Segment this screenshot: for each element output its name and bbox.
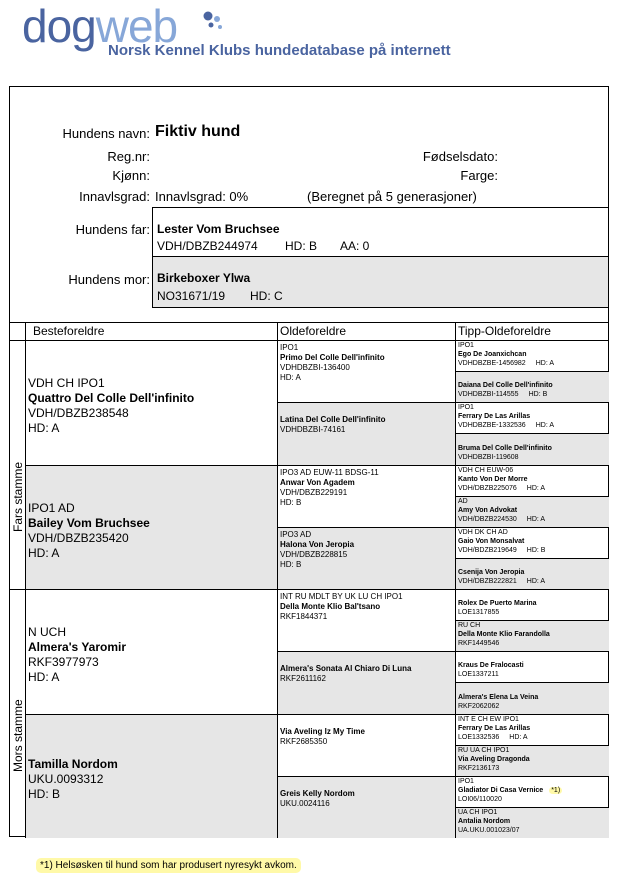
dog-regnr: RKF2062062 bbox=[458, 702, 500, 710]
dog-regnr: LOI06/110020 bbox=[458, 795, 502, 803]
footnote: *1) Helsøsken til hund som har produsert nyresykt avkom. bbox=[36, 858, 301, 873]
dog-name[interactable]: Della Monte Klio Bal'tsano bbox=[280, 602, 381, 611]
great-grandparent-cell bbox=[280, 592, 452, 622]
logo-dog-text: dog bbox=[22, 0, 96, 52]
dog-name[interactable]: Primo Del Colle Dell'infinito bbox=[280, 353, 385, 362]
great-great-grandparent-cell bbox=[458, 403, 606, 430]
dog-titles: RU UA CH IPO1 bbox=[458, 746, 510, 754]
dog-name[interactable]: Tamilla Nordom bbox=[28, 757, 118, 772]
dog-hd: HD: B bbox=[526, 546, 546, 554]
dog-name[interactable]: Bruma Del Colle Dell'infinito bbox=[458, 444, 552, 452]
birth-label: Fødselsdato: bbox=[422, 149, 498, 164]
dog-regnr: LOE1332536 HD: A bbox=[458, 733, 528, 741]
grid-top-line bbox=[9, 322, 609, 323]
dog-hd: HD: A bbox=[535, 422, 554, 430]
grandparent-cell bbox=[28, 376, 274, 436]
dog-titles: INT E CH EW IPO1 bbox=[458, 715, 519, 723]
dog-name[interactable]: Halona Von Jeropia bbox=[280, 539, 355, 549]
dog-titles: INT RU MDLT BY UK LU CH IPO1 bbox=[280, 592, 403, 601]
great-grandparent-cell bbox=[280, 343, 452, 383]
great-great-grandparent-cell bbox=[458, 777, 606, 804]
great-great-grandparent-cell bbox=[458, 341, 606, 368]
grandparent-cell bbox=[28, 625, 274, 685]
dog-regnr: VDH/DBZB224530 HD: A bbox=[458, 515, 546, 523]
dog-hd: HD: B bbox=[280, 497, 302, 507]
great-great-grandparent-cell bbox=[458, 746, 606, 773]
great-great-grandparent-cell bbox=[458, 808, 606, 835]
dog-regnr: RKF2136173 bbox=[458, 764, 500, 772]
dog-name[interactable]: Almera's Yaromir bbox=[28, 640, 127, 655]
dog-titles: VDH CH EUW-06 bbox=[458, 466, 514, 474]
dog-hd: HD: A bbox=[280, 373, 301, 382]
inbreeding-value: Innavlsgrad: 0% bbox=[155, 189, 249, 204]
dog-regnr: VDH/DBZB222821 HD: A bbox=[458, 578, 546, 585]
dog-name: Fiktiv hund bbox=[155, 123, 241, 140]
dog-regnr: VDH/DBZB228815 bbox=[280, 549, 348, 559]
dog-regnr: VDH/BDZB219649 HD: B bbox=[458, 546, 546, 554]
grid-g3-line bbox=[455, 558, 609, 559]
dog-name[interactable]: Via Aveling Dragonda bbox=[458, 755, 530, 763]
dog-name[interactable]: Ferrary De Las Arillas bbox=[458, 724, 531, 732]
grid-col-line bbox=[277, 322, 278, 838]
regnr-label: Reg.nr: bbox=[107, 149, 150, 164]
great-great-grandparent-cell bbox=[458, 621, 606, 648]
side-mors-stamme: Mors stamme bbox=[11, 699, 25, 772]
dog-titles: IPO1 bbox=[458, 777, 474, 785]
great-grandparent-cell bbox=[280, 468, 452, 508]
grid-g2-line bbox=[277, 651, 609, 652]
dog-titles: VDH CH IPO1 bbox=[28, 376, 105, 391]
mother-hd: HD: C bbox=[250, 289, 283, 303]
grid-g3-line bbox=[455, 433, 609, 434]
side-fars-stamme: Fars stamme bbox=[11, 461, 25, 532]
dog-regnr: VDHDBZBI-136400 bbox=[280, 363, 350, 372]
dog-regnr: VDHDBZBE-1456982 HD: A bbox=[458, 360, 554, 368]
dog-hd: HD: A bbox=[526, 515, 546, 523]
dog-name[interactable]: Daiana Del Colle Dell'infinito bbox=[458, 382, 553, 390]
dog-name[interactable]: Gladiator Di Casa Vernice *1) bbox=[458, 786, 561, 794]
dog-hd: HD: A bbox=[28, 670, 60, 685]
dog-name[interactable]: Greis Kelly Nordom bbox=[280, 788, 355, 798]
dog-regnr: VDH/DBZB238548 bbox=[28, 406, 129, 421]
dog-hd: HD: A bbox=[526, 578, 546, 585]
dog-titles: IPO3 AD bbox=[280, 529, 312, 539]
great-great-grandparent-cell bbox=[458, 381, 606, 399]
father-hd: HD: B bbox=[285, 239, 318, 253]
grid-g3-line bbox=[455, 371, 609, 372]
dog-titles: RU CH bbox=[458, 622, 481, 630]
header-oldeforeldre: Oldeforeldre bbox=[280, 324, 347, 338]
dog-name[interactable]: Ego De Joanxichcan bbox=[458, 351, 527, 359]
dog-name[interactable]: Csenija Von Jeropia bbox=[458, 569, 525, 576]
dog-name[interactable]: Quattro Del Colle Dell'infinito bbox=[28, 391, 195, 406]
dog-regnr: VDHDBZBI-114555 HD: B bbox=[458, 391, 548, 399]
dog-name[interactable]: Anwar Von Agadem bbox=[280, 477, 355, 487]
dog-titles: IPO1 bbox=[458, 342, 474, 350]
father-regnr: VDH/DBZB244974 bbox=[157, 239, 258, 253]
dog-titles: IPO3 AD EUW-11 BDSG-11 bbox=[280, 467, 379, 477]
dog-regnr: RKF2685350 bbox=[280, 736, 328, 746]
dog-name[interactable]: Via Aveling Iz My Time bbox=[280, 726, 365, 736]
health-note-badge: *1) bbox=[551, 786, 561, 794]
dog-regnr: VDHDBZBE-1332536 HD: A bbox=[458, 422, 554, 430]
dog-name[interactable]: Rolex De Puerto Marina bbox=[458, 600, 537, 608]
dog-regnr: VDH/DBZB235420 bbox=[28, 530, 129, 545]
great-great-grandparent-cell bbox=[458, 444, 606, 462]
dog-regnr: VDHDBZBI-119608 bbox=[458, 453, 519, 461]
dog-titles: VDH DK CH AD bbox=[458, 528, 508, 536]
mother-regnr: NO31671/19 bbox=[157, 289, 226, 303]
dog-hd: HD: B bbox=[280, 559, 302, 569]
great-grandparent-cell bbox=[280, 415, 452, 435]
grandparent-cell bbox=[28, 501, 274, 561]
dog-regnr: VDH/DBZB225076 HD: A bbox=[458, 484, 546, 492]
dog-name[interactable]: Gaio Von Monsalvat bbox=[458, 537, 525, 545]
great-great-grandparent-cell bbox=[458, 528, 606, 555]
mother-name[interactable]: Birkeboxer Ylwa bbox=[157, 271, 251, 285]
name-label: Hundens navn: bbox=[62, 126, 150, 141]
dog-hd: HD: B bbox=[28, 787, 61, 802]
father-label: Hundens far: bbox=[75, 222, 150, 237]
dog-hd: HD: A bbox=[28, 421, 60, 436]
dog-titles: UA CH IPO1 bbox=[458, 809, 498, 816]
dog-regnr: UKU.0024116 bbox=[280, 798, 330, 808]
dog-name[interactable]: Almera's Sonata Al Chiaro Di Luna bbox=[280, 664, 412, 674]
father-name[interactable]: Lester Vom Bruchsee bbox=[157, 222, 280, 236]
dog-regnr: RKF1449546 bbox=[458, 640, 500, 648]
dog-name[interactable]: Kanto Von Der Morre bbox=[458, 475, 528, 483]
great-great-grandparent-cell bbox=[458, 715, 606, 742]
great-great-grandparent-cell bbox=[458, 466, 606, 493]
dog-name[interactable]: Ferrary De Las Arillas bbox=[458, 413, 531, 421]
dog-regnr: RKF3977973 bbox=[28, 655, 99, 670]
dog-name[interactable]: Almera's Elena La Veina bbox=[458, 693, 539, 701]
dog-hd: HD: B bbox=[528, 391, 548, 399]
grid-g3-line bbox=[455, 682, 609, 683]
dog-name[interactable]: Amy Von Advokat bbox=[458, 506, 518, 514]
mother-label: Hundens mor: bbox=[68, 272, 150, 287]
dog-name[interactable]: Antalia Nordom bbox=[458, 818, 511, 825]
dog-hd: HD: A bbox=[535, 360, 554, 368]
dog-regnr: RKF2611162 bbox=[280, 674, 326, 684]
logo-web-text: web bbox=[95, 0, 178, 52]
grandparent-cell bbox=[28, 757, 274, 802]
dog-regnr: LOE1317855 bbox=[458, 609, 500, 617]
dog-name[interactable]: Della Monte Klio Farandolla bbox=[458, 631, 550, 639]
dog-name[interactable]: Bailey Vom Bruchsee bbox=[28, 515, 150, 530]
dog-hd: HD: A bbox=[526, 484, 546, 492]
father-aa: AA: 0 bbox=[340, 239, 370, 253]
logo-subtitle: Norsk Kennel Klubs hundedatabase på internett bbox=[108, 42, 451, 59]
dog-name[interactable]: Kraus De Fralocasti bbox=[458, 662, 524, 670]
dog-titles: IPO1 bbox=[280, 343, 299, 352]
dog-regnr: UKU.0093312 bbox=[28, 772, 104, 787]
great-grandparent-cell bbox=[280, 530, 452, 570]
header-tipp-oldeforeldre: Tipp-Oldeforeldre bbox=[458, 324, 551, 338]
inbreeding-label: Innavlsgrad: bbox=[79, 189, 150, 204]
dog-regnr: LOE1337211 bbox=[458, 671, 499, 679]
dog-titles: N UCH bbox=[28, 625, 66, 640]
great-grandparent-cell bbox=[280, 789, 452, 809]
color-label: Farge: bbox=[460, 168, 498, 183]
great-great-grandparent-cell bbox=[458, 599, 606, 617]
great-great-grandparent-cell bbox=[458, 693, 606, 711]
dog-regnr: RKF1844371 bbox=[280, 612, 328, 621]
great-grandparent-cell bbox=[280, 727, 452, 747]
dog-titles: AD bbox=[458, 497, 468, 505]
great-great-grandparent-cell bbox=[458, 568, 606, 586]
great-grandparent-cell bbox=[280, 664, 452, 684]
grid-half-line bbox=[9, 589, 609, 590]
dog-titles: IPO1 AD bbox=[28, 500, 75, 515]
header-besteforeldre: Besteforeldre bbox=[33, 324, 105, 338]
dog-titles: IPO1 bbox=[458, 404, 474, 412]
dog-name[interactable]: Latina Del Colle Dell'infinito bbox=[280, 415, 386, 425]
great-great-grandparent-cell bbox=[458, 497, 606, 524]
grid-col-line bbox=[455, 322, 456, 838]
grid-col-line bbox=[25, 322, 26, 838]
inbreeding-note: (Beregnet på 5 generasjoner) bbox=[307, 189, 477, 204]
great-great-grandparent-cell bbox=[458, 661, 606, 679]
dog-hd: HD: A bbox=[28, 545, 60, 560]
dog-regnr: VDHDBZBI-74161 bbox=[280, 425, 346, 435]
dog-hd: HD: A bbox=[509, 733, 528, 741]
dog-regnr: VDH/DBZB229191 bbox=[280, 487, 348, 497]
dog-regnr: UA.UKU.001023/07 bbox=[458, 827, 520, 834]
sex-label: Kjønn: bbox=[112, 168, 150, 183]
